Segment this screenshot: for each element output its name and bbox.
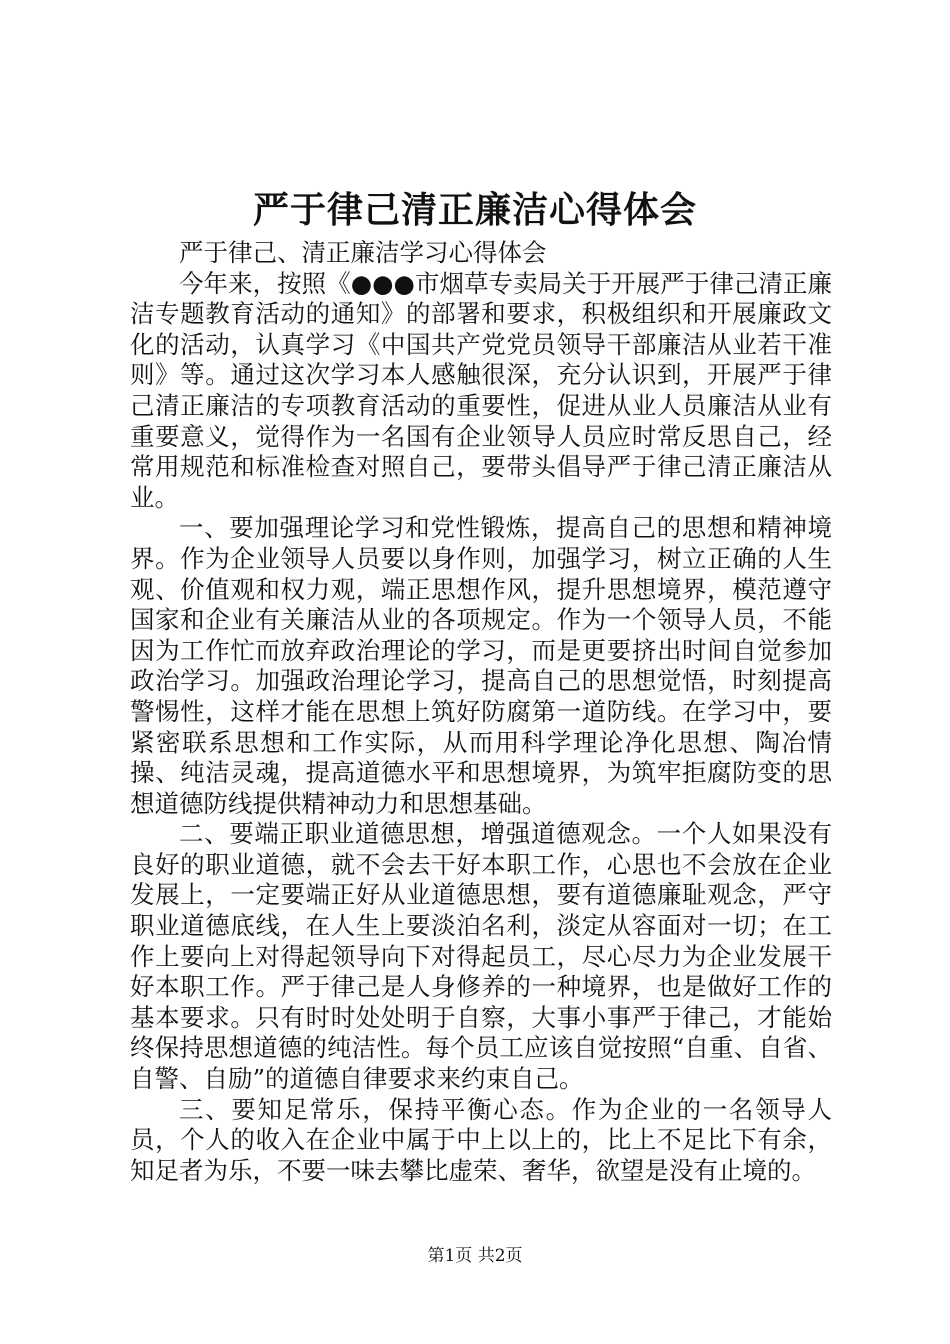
document-body — [130, 238, 832, 1186]
document-subtitle: 严于律己、清正廉洁学习心得体会 — [179, 238, 547, 267]
paragraph-intro: 今年来，按照《●●●市烟草专卖局关于开展严于律己清正廉洁专题教育活动的通知》的部署和要求，积极组织和开展廉政文化的活动，认真学习《中国共产党党员领导干部廉洁从业若干准则》等。通过这次学习本人感触很深，充分认识到，开展严于律己清正廉洁的专项教育活动的重要性，促进从业人员廉洁从业有重要意义，觉得作为一名国有企业领导人员应时常反思自己，经常用规范和标准检查对照自己，要带头倡导严于律己清正廉洁从业。 — [130, 268, 832, 512]
paragraph-point-1: 一、要加强理论学习和党性锻炼，提高自己的思想和精神境界。作为企业领导人员要以身作则，加强学习，树立正确的人生观、价值观和权力观，端正思想作风，提升思想境界，模范遵守国家和企业有关廉洁从业的各项规定。作为一个领导人员，不能因为工作忙而放弃政治理论的学习，而是更要挤出时间自觉参加政治学习。加强政治理论学习，提高自己的思想觉悟，时刻提高警惕性，这样才能在思想上筑好防腐第一道防线。在学习中，要紧密联系思想和工作实际，从而用科学理论净化思想、陶冶情操、纯洁灵魂，提高道德水平和思想境界，为筑牢拒腐防变的思想道德防线提供精神动力和思想基础。 — [130, 513, 832, 818]
paragraph-point-3: 三、要知足常乐，保持平衡心态。作为企业的一名领导人员，个人的收入在企业中属于中上以上的，比上不足比下有余，知足者为乐，不要一味去攀比虚荣、奢华，欲望是没有止境的。 — [130, 1094, 832, 1185]
document-title: 严于律己清正廉洁心得体会 — [252, 189, 697, 231]
page-footer: 第1页 共2页 — [427, 1246, 523, 1266]
paragraph-point-2: 二、要端正职业道德思想，增强道德观念。一个人如果没有良好的职业道德，就不会去干好本职工作，心思也不会放在企业发展上，一定要端正好从业道德思想，要有道德廉耻观念，严守职业道德底线，在人生上要淡泊名利，淡定从容面对一切；在工作上要向上对得起领导向下对得起员工，尽心尽力为企业发展干好本职工作。严于律己是人身修养的一种境界，也是做好工作的基本要求。只有时时处处明于自察，大事小事严于律己，才能始终保持思想道德的纯洁性。每个员工应该自觉按照“自重、自省、自警、自励”的道德自律要求来约束自己。 — [130, 819, 832, 1094]
